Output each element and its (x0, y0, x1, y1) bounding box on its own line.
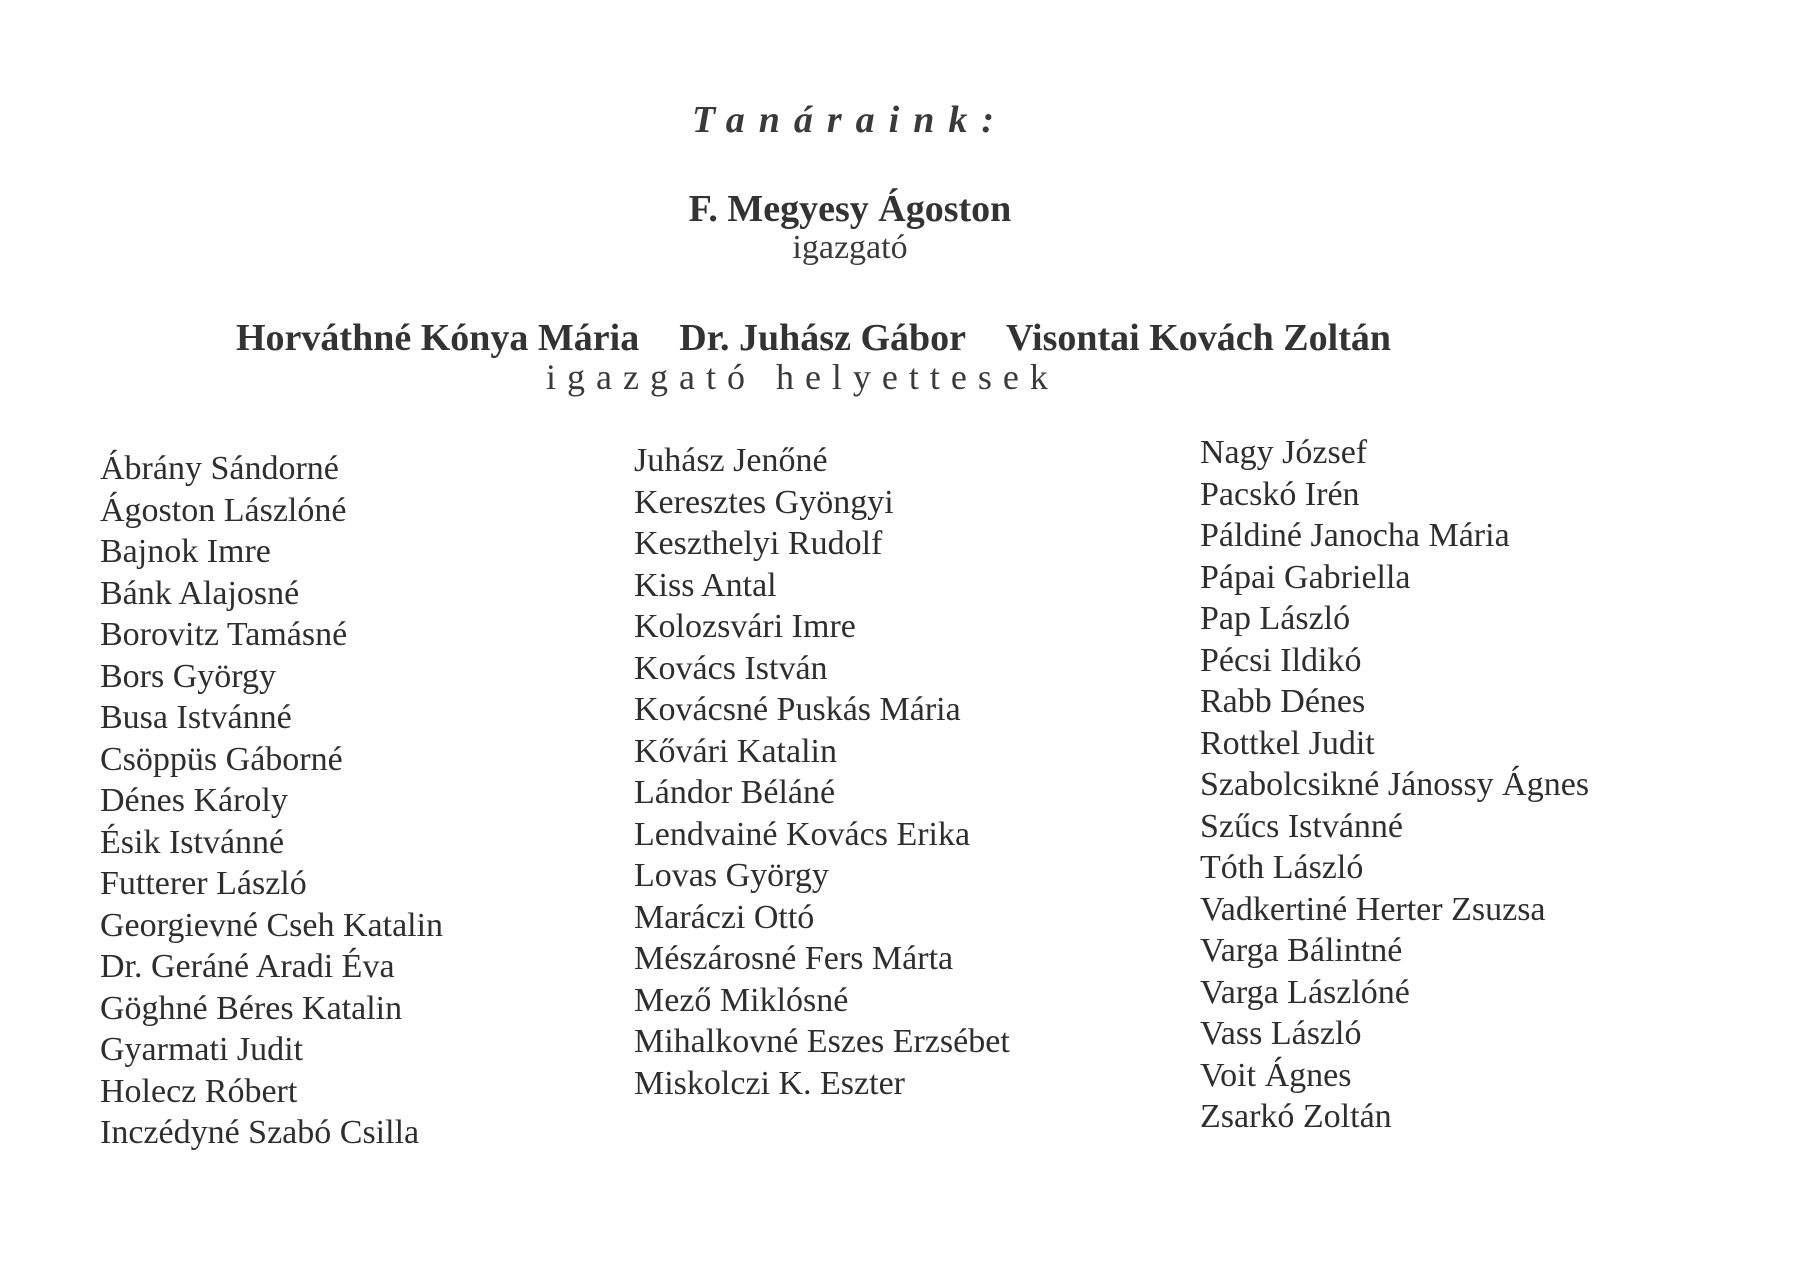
teacher-name: Mihalkovné Eszes Erzsébet (634, 1023, 1010, 1060)
teacher-name: Varga Lászlóné (1200, 973, 1410, 1011)
teacher-name: Pap László (1200, 600, 1351, 637)
teacher-name: Kolozsvári Imre (634, 608, 856, 645)
teacher-name: Vadkertiné Herter Zsuzsa (1200, 890, 1546, 928)
teacher-name: Mező Miklósné (634, 981, 849, 1019)
deputy-name: Dr. Juhász Gábor (679, 317, 967, 359)
teacher-list-column-1 (100, 448, 443, 1154)
teacher-name: Rottkel Judit (1200, 724, 1375, 762)
teacher-name: Bajnok Imre (100, 533, 271, 570)
teacher-name: Pápai Gabriella (1200, 558, 1411, 596)
teacher-name: Kovácsné Puskás Mária (634, 691, 961, 728)
teacher-name: Páldiné Janocha Mária (1200, 517, 1510, 554)
director-name: F. Megyesy Ágoston (688, 188, 1012, 230)
teacher-name: Nagy József (1200, 434, 1368, 471)
teacher-name: Holecz Róbert (100, 1072, 298, 1110)
teacher-name: Dr. Geráné Aradi Éva (100, 948, 395, 985)
deputies-block (236, 316, 1476, 398)
teacher-name: Miskolczi K. Eszter (634, 1064, 905, 1102)
teacher-name: Kovács István (634, 649, 828, 687)
teacher-name: Zsarkó Zoltán (1200, 1098, 1392, 1135)
director-block (0, 188, 1700, 266)
teacher-name: Göghné Béres Katalin (100, 989, 403, 1027)
teacher-name: Varga Bálintné (1200, 932, 1403, 969)
teacher-name: Georgievné Cseh Katalin (100, 906, 444, 944)
teacher-name: Szűcs Istvánné (1200, 807, 1404, 845)
teacher-name: Keszthelyi Rudolf (634, 525, 883, 562)
teacher-name: Dénes Károly (100, 782, 288, 819)
teacher-name: Ábrány Sándorné (100, 450, 339, 487)
teacher-name: Gyarmati Judit (100, 1031, 304, 1068)
teacher-name: Kiss Antal (634, 566, 777, 604)
teacher-name: Pécsi Ildikó (1200, 641, 1362, 679)
teacher-name: Lendvainé Kovács Erika (634, 815, 971, 853)
teacher-name: Mészárosné Fers Márta (634, 940, 954, 977)
teacher-name: Pacskó Irén (1200, 475, 1360, 513)
teacher-name: Inczédyné Szabó Csilla (100, 1114, 420, 1151)
teacher-name: Lándor Béláné (634, 774, 836, 811)
teacher-name: Bánk Alajosné (100, 574, 300, 612)
teacher-name: Lovas György (634, 857, 829, 894)
teacher-name: Futterer László (100, 865, 307, 902)
teacher-name: Ágoston Lászlóné (100, 491, 347, 529)
teacher-name: Szabolcsikné Jánossy Ágnes (1200, 766, 1590, 803)
teacher-name: Borovitz Tamásné (100, 616, 348, 653)
teacher-name: Maráczi Ottó (634, 898, 815, 936)
teacher-name: Tóth László (1200, 849, 1364, 886)
teacher-name: Csöppüs Gáborné (100, 740, 343, 778)
deputy-names (236, 316, 1476, 360)
teacher-name: Keresztes Gyöngyi (634, 483, 894, 521)
deputy-role: igazgató helyettesek (546, 357, 1059, 397)
deputy-name: Visontai Kovách Zoltán (1006, 317, 1391, 359)
teacher-name: Voit Ágnes (1200, 1056, 1352, 1094)
teacher-name: Kővári Katalin (634, 732, 837, 770)
page-title: Tanáraink: (692, 99, 1008, 141)
teacher-name: Vass László (1200, 1015, 1362, 1052)
teacher-name: Bors György (100, 657, 276, 695)
teacher-name: Busa Istvánné (100, 699, 292, 736)
teacher-list-column-3 (1200, 432, 1589, 1138)
director-role: igazgató (792, 229, 908, 266)
teacher-list-column-2 (634, 440, 1010, 1104)
teacher-name: Rabb Dénes (1200, 683, 1366, 720)
teacher-name: Ésik Istvánné (100, 823, 285, 861)
teacher-name: Juhász Jenőné (634, 442, 828, 479)
deputy-name: Horváthné Kónya Mária (236, 317, 640, 359)
